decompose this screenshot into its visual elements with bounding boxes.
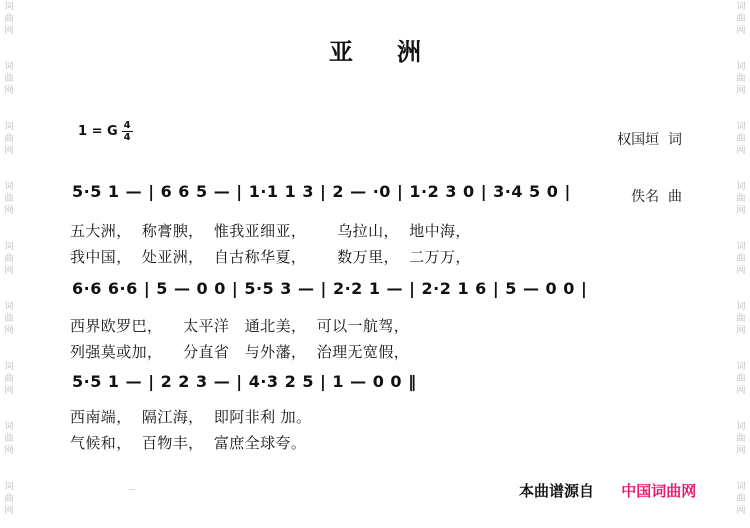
watermark-glyph: 曲 xyxy=(4,134,14,144)
composer-role: 曲 xyxy=(668,189,682,205)
watermark-glyph: 网 xyxy=(736,206,746,216)
watermark-glyph: 网 xyxy=(4,86,14,96)
lyric-line-1-verse-1: 五大洲， 称膏腴， 惟我亚细亚， 乌拉山， 地中海， xyxy=(70,222,471,240)
watermark-glyph: 网 xyxy=(736,86,746,96)
watermark-glyph: 曲 xyxy=(4,194,14,204)
watermark-glyph: 网 xyxy=(4,386,14,396)
time-signature xyxy=(122,120,133,143)
lyric-line-2-verse-1: 西界欧罗巴， 太平洋 通北美， 可以一航驾， xyxy=(70,317,410,335)
source-label: 本曲谱源自 xyxy=(519,482,595,500)
watermark-glyph: 网 xyxy=(4,26,14,36)
watermark-glyph: 词 xyxy=(4,302,14,312)
watermark-glyph: 曲 xyxy=(4,14,14,24)
watermark-glyph: 曲 xyxy=(4,74,14,84)
watermark-glyph: 词 xyxy=(4,422,14,432)
watermark-glyph: 曲 xyxy=(736,494,746,504)
watermark-glyph: 网 xyxy=(736,146,746,156)
watermark-glyph: 网 xyxy=(4,266,14,276)
watermark-glyph: 词 xyxy=(736,122,746,132)
lyricist-credit xyxy=(592,112,682,169)
watermark-glyph: 网 xyxy=(736,506,746,516)
watermark-glyph: 曲 xyxy=(4,434,14,444)
source-footer xyxy=(519,480,696,501)
watermark-glyph: 词 xyxy=(736,182,746,192)
watermark-glyph: 词 xyxy=(736,362,746,372)
lyricist-role: 词 xyxy=(668,132,682,148)
watermark-glyph: 词 xyxy=(4,482,14,492)
watermark-glyph: 曲 xyxy=(736,314,746,324)
watermark-glyph: 网 xyxy=(736,386,746,396)
composer-name: 佚名 xyxy=(631,189,660,205)
notation-line-3: 5·5 1 — | 2 2 3 — | 4·3 2 5 | 1 — 0 0 ‖ xyxy=(72,372,417,391)
lyricist-name: 权国垣 xyxy=(617,132,660,148)
watermark-glyph: 曲 xyxy=(736,14,746,24)
watermark-glyph: 词 xyxy=(736,302,746,312)
watermark-glyph: 词 xyxy=(736,482,746,492)
watermark-glyph: 词 xyxy=(736,422,746,432)
watermark-glyph: 曲 xyxy=(736,134,746,144)
watermark-glyph: 曲 xyxy=(736,434,746,444)
lyric-line-1-verse-2: 我中国， 处亚洲， 自古称华夏， 数万里， 二万万， xyxy=(70,248,471,266)
watermark-glyph: 曲 xyxy=(736,374,746,384)
watermark-glyph: 网 xyxy=(4,146,14,156)
watermark-glyph: 词 xyxy=(4,242,14,252)
watermark-glyph: 词 xyxy=(4,182,14,192)
key-label: 1 = G xyxy=(78,124,118,139)
watermark-glyph: 词 xyxy=(4,122,14,132)
lyric-line-3-verse-2: 气候和， 百物丰， 富庶全球夸。 xyxy=(70,434,307,452)
watermark-glyph: 曲 xyxy=(4,254,14,264)
stray-mark xyxy=(129,489,135,490)
watermark-glyph: 网 xyxy=(736,266,746,276)
watermark-glyph: 曲 xyxy=(4,374,14,384)
watermark-glyph: 曲 xyxy=(4,314,14,324)
composer-credit xyxy=(592,169,682,226)
watermark-glyph: 词 xyxy=(736,2,746,12)
watermark-glyph: 网 xyxy=(736,26,746,36)
credits xyxy=(592,112,682,226)
watermark-glyph: 网 xyxy=(4,446,14,456)
watermark-glyph: 网 xyxy=(4,506,14,516)
notation-line-2: 6·6 6·6 | 5 — 0 0 | 5·5 3 — | 2·2 1 — | 2·2 1 6 | 5 — 0 0 | xyxy=(72,279,588,298)
watermark-right xyxy=(734,0,748,528)
watermark-glyph: 曲 xyxy=(4,494,14,504)
watermark-glyph: 网 xyxy=(4,326,14,336)
watermark-glyph: 曲 xyxy=(736,254,746,264)
watermark-glyph: 网 xyxy=(736,446,746,456)
notation-line-1: 5·5 1 — | 6 6 5 — | 1·1 1 3 | 2 — ·0 | 1·2 3 0 | 3·4 5 0 | xyxy=(72,182,571,201)
key-signature xyxy=(78,120,133,143)
site-name[interactable]: 中国词曲网 xyxy=(621,482,697,500)
watermark-glyph: 网 xyxy=(736,326,746,336)
watermark-glyph: 词 xyxy=(736,62,746,72)
watermark-glyph: 词 xyxy=(736,242,746,252)
time-bottom: 4 xyxy=(123,132,131,143)
time-top: 4 xyxy=(123,120,131,131)
watermark-glyph: 曲 xyxy=(736,194,746,204)
watermark-glyph: 词 xyxy=(4,62,14,72)
watermark-left xyxy=(2,0,16,528)
song-title: 亚洲 xyxy=(329,38,465,66)
watermark-glyph: 网 xyxy=(4,206,14,216)
watermark-glyph: 曲 xyxy=(736,74,746,84)
watermark-glyph: 词 xyxy=(4,362,14,372)
lyric-line-3-verse-1: 西南端， 隔江海， 即阿非利 加。 xyxy=(70,408,312,426)
lyric-line-2-verse-2: 列强莫或加， 分直省 与外藩， 治理无宽假， xyxy=(70,343,410,361)
watermark-glyph: 词 xyxy=(4,2,14,12)
